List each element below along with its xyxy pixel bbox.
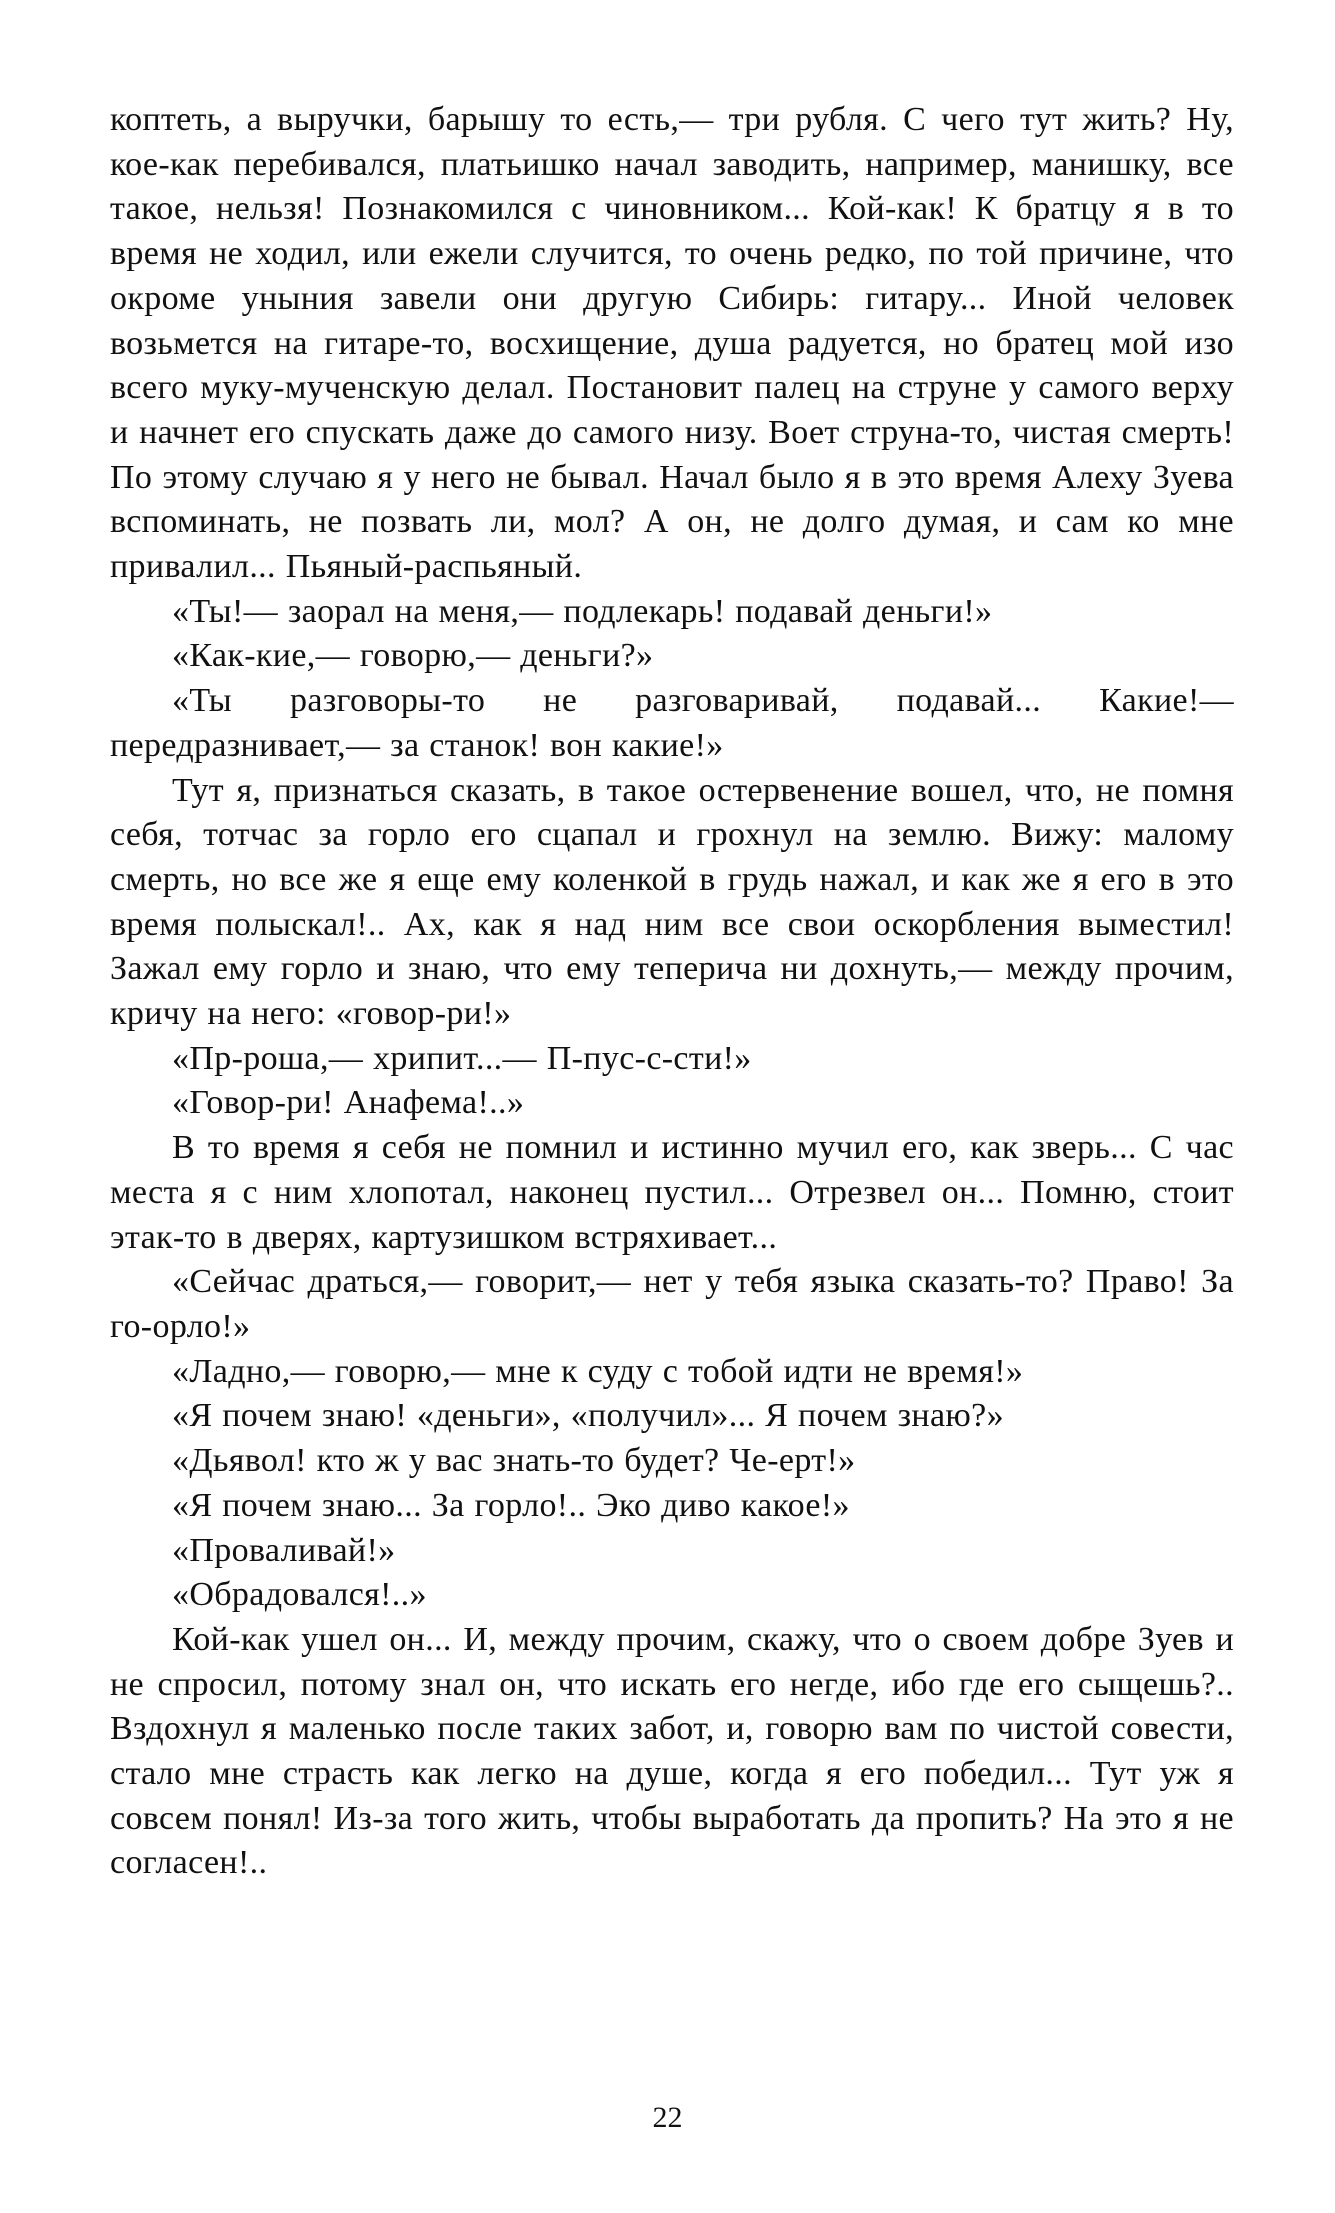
paragraph-7: «Говор-ри! Анафема!..» bbox=[172, 1084, 525, 1122]
paragraph-4: «Ты разговоры-то не разговаривай, подавай... Какие!— передразнивает,— за станок! вон какие!» bbox=[110, 682, 1234, 764]
paragraph-2: «Ты!— заорал на меня,— подлекарь! подавай деньги!» bbox=[172, 592, 993, 630]
paragraph-13: «Я почем знаю... За горло!.. Эко диво какое!» bbox=[172, 1486, 850, 1524]
paragraph-11: «Я почем знаю! «деньги», «получил»... Я почем знаю?» bbox=[172, 1397, 1004, 1435]
paragraph-5: Тут я, признаться сказать, в такое остервенение вошел, что, не помня себя, тотчас за горло его сцапал и грохнул на землю. Вижу: малому смерть, но все же я еще ему коленкой в грудь нажал, и как же я его в это время полыскал!.. Ах, как я над ним все свои оскорбления выместил! Зажал ему горло и знаю, что ему теперича ни дохнуть,— между прочим, кричу на него: «говор-ри!» bbox=[110, 771, 1234, 1033]
paragraph-15: «Обрадовался!..» bbox=[172, 1576, 427, 1614]
page-body-text bbox=[110, 98, 1234, 1886]
paragraph-16: Кой-как ушел он... И, между прочим, скажу, что о своем добре Зуев и не спросил, потому знал он, что искать его негде, ибо где его сыщешь?.. Вздохнул я маленько после таких забот, и, говорю вам по чистой совести, стало мне страсть как легко на душе, когда я его победил... Тут уж я совсем понял! Из-за того жить, чтобы выработать да пропить? На это я не согласен!.. bbox=[110, 1620, 1234, 1882]
paragraph-12: «Дьявол! кто ж у вас знать-то будет? Че-ерт!» bbox=[172, 1442, 856, 1480]
paragraph-3: «Как-кие,— говорю,— деньги?» bbox=[172, 637, 654, 675]
paragraph-8: В то время я себя не помнил и истинно мучил его, как зверь... С час места я с ним хлопотал, наконец пустил... Отрезвел он... Помню, стоит этак-то в дверях, картузишком встряхивает... bbox=[110, 1129, 1234, 1256]
paragraph-9: «Сейчас драться,— говорит,— нет у тебя языка сказать-то? Право! За го-орло!» bbox=[110, 1263, 1234, 1345]
paragraph-10: «Ладно,— говорю,— мне к суду с тобой идти не время!» bbox=[172, 1352, 1024, 1390]
paragraph-14: «Проваливай!» bbox=[172, 1531, 396, 1569]
paragraph-6: «Пр-роша,— хрипит...— П-пус-с-сти!» bbox=[172, 1039, 752, 1077]
page-number: 22 bbox=[652, 2101, 683, 2134]
paragraph-1: коптеть, а выручки, барышу то есть,— три рубля. С чего тут жить? Ну, кое-как перебивался, платьишко начал заводить, например, манишку, все такое, нельзя! Познакомился с чиновником... Кой-как! К братцу я в то время не ходил, или ежели случится, то очень редко, по той причине, что окроме уныния завели они другую Сибирь: гитару... Иной человек возьмется на гитаре-то, восхищение, душа радуется, но братец мой изо всего муку-мученскую делал. Постановит палец на струне у самого верху и начнет его спускать даже до самого низу. Воет струна-то, чистая смерть! По этому случаю я у него не бывал. Начал было я в это время Алеху Зуева вспоминать, не позвать ли, мол? А он, не долго думая, и сам ко мне привалил... Пьяный-распьяный. bbox=[110, 101, 1234, 586]
